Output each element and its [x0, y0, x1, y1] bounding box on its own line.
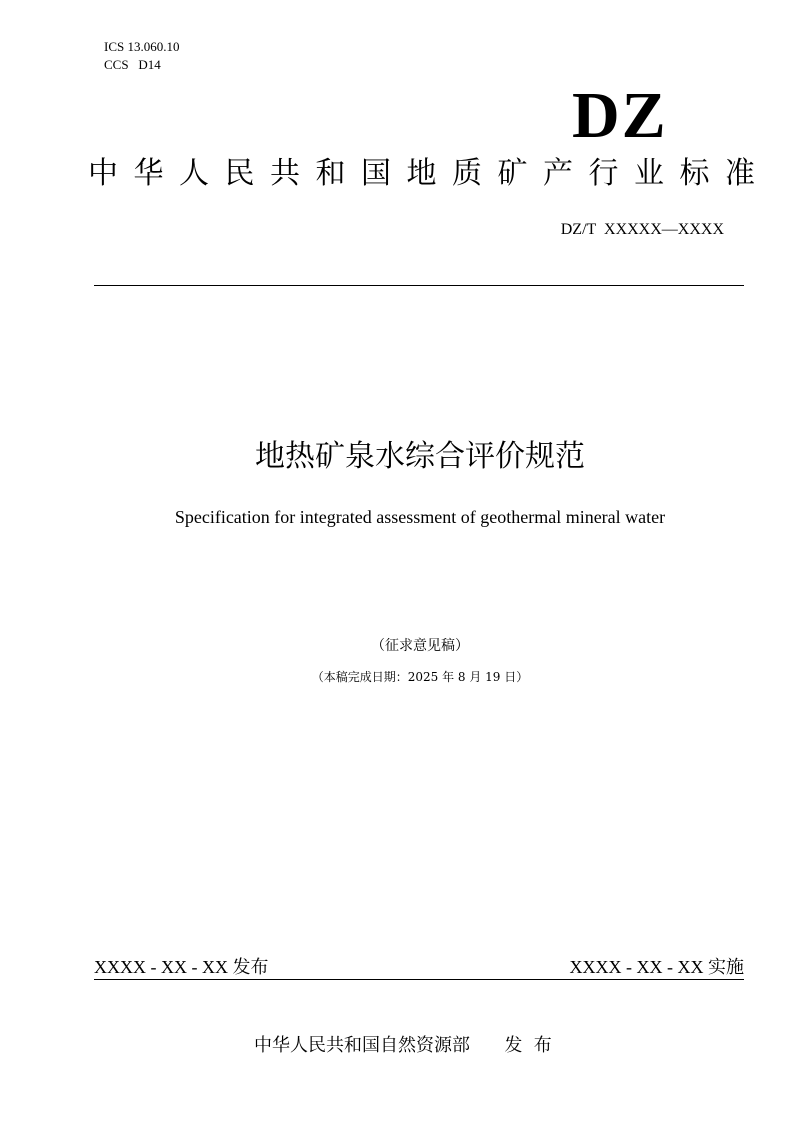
document-title-english: Specification for integrated assessment of geothermal mineral water: [174, 507, 666, 527]
standard-number: DZ/T XXXXX—XXXX: [560, 221, 724, 238]
dz-logo: DZ: [572, 79, 668, 152]
draft-status: （征求意见稿）: [371, 638, 469, 654]
implementation-date: XXXX - XX - XX 实施: [569, 957, 744, 977]
header-divider: [94, 285, 744, 286]
organization-title: 中华人民共和国地质矿产行业标准: [88, 156, 771, 191]
publisher: 中华人民共和国自然资源部 发 布: [254, 1035, 552, 1056]
ics-code: ICS 13.060.10: [104, 39, 180, 54]
release-date: XXXX - XX - XX 发布: [94, 957, 269, 977]
draft-completion-date: （本稿完成日期：2025 年 8 月 19 日）: [311, 670, 529, 684]
footer-divider: [94, 979, 744, 980]
document-title-chinese: 地热矿泉水综合评价规范: [255, 439, 585, 474]
classification-codes: [104, 38, 179, 74]
ccs-code: CCS D14: [104, 57, 161, 72]
